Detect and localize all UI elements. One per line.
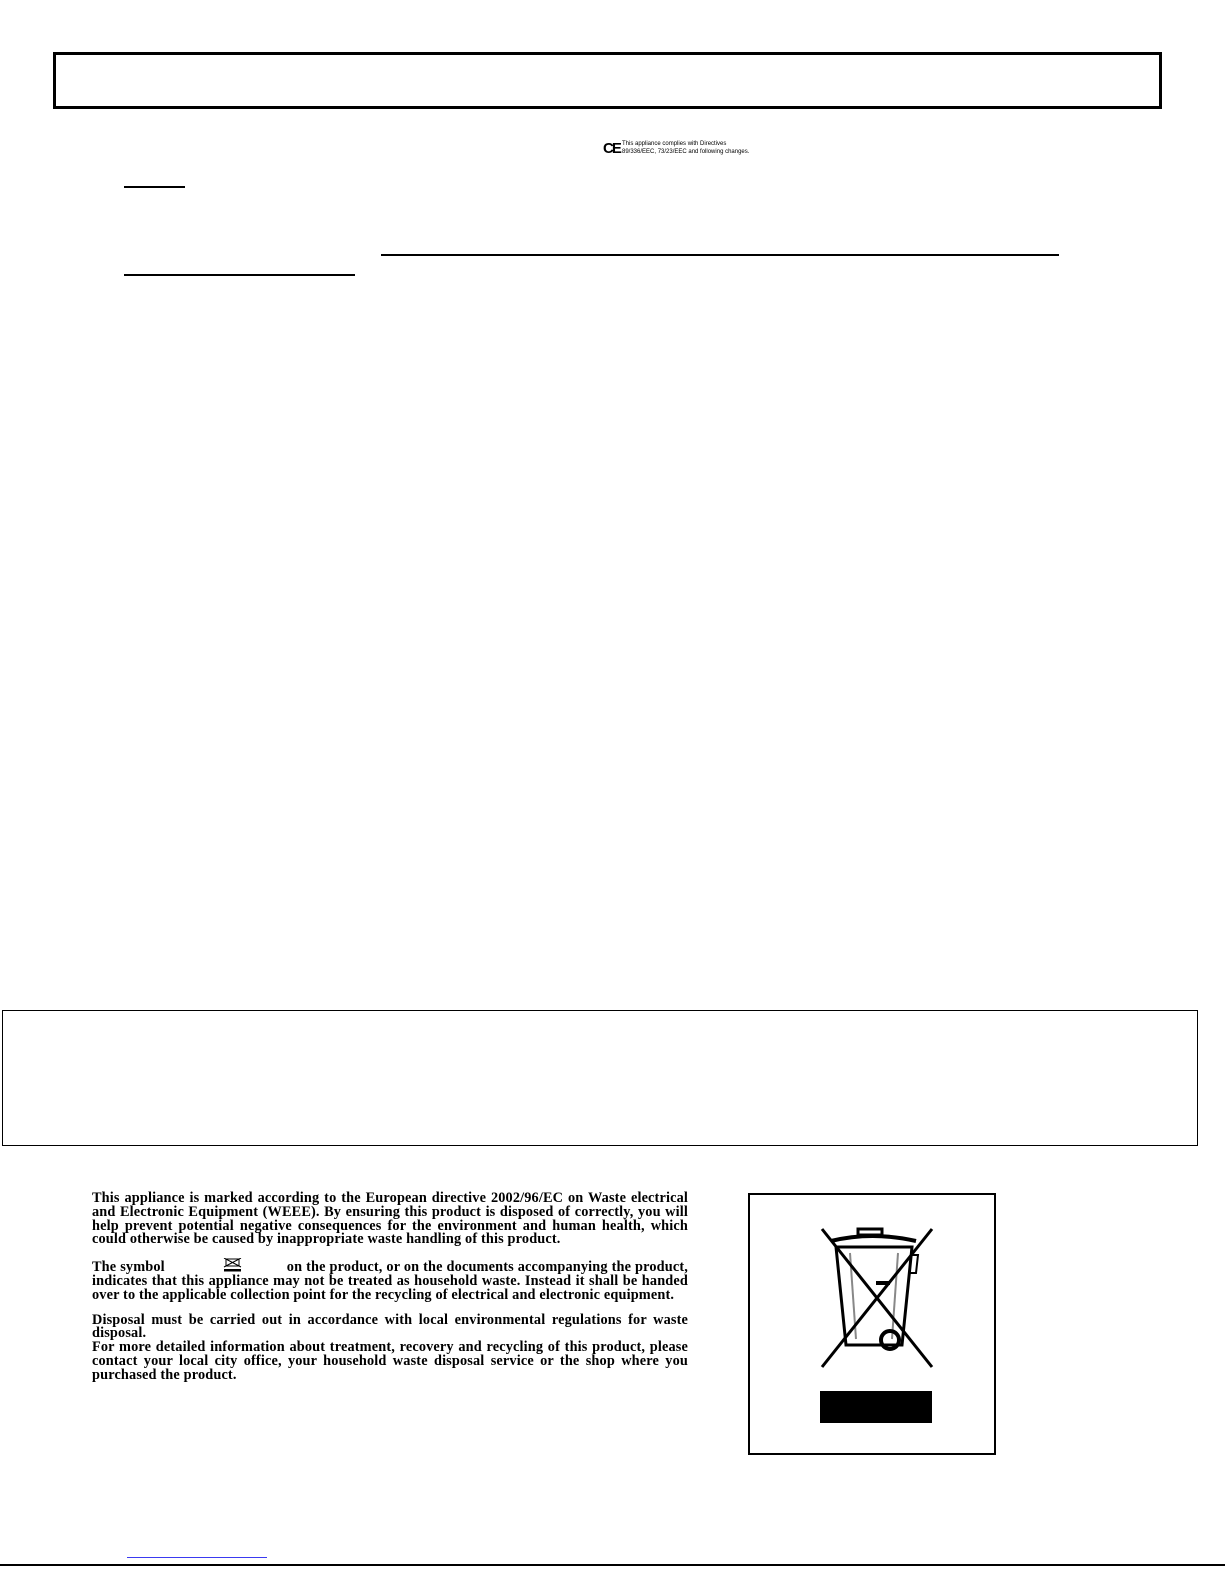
- header-box: [53, 52, 1162, 109]
- ce-compliance-text: [622, 140, 750, 156]
- crossed-out-wheelie-bin-icon: [750, 1195, 994, 1453]
- underline-rule-3: [124, 274, 355, 276]
- weee-symbol-intro: The symbol: [92, 1259, 165, 1276]
- weee-symbol-description: on the product, or on the documents accompanying the product, indicates that this appliance may not be treated as household waste. Instead it shall be handed over to the applicable collection point for the recycling of electrical and electronic equipment.: [92, 1259, 688, 1303]
- underline-rule-2: [381, 254, 1059, 256]
- weee-symbol-box: [748, 1193, 996, 1455]
- weee-paragraph-information: For more detailed information about treatment, recovery and recycling of this product, please contact your local city office, your household waste disposal service or the shop where you purchased the product.: [92, 1339, 688, 1383]
- weee-paragraph-directive: This appliance is marked according to the European directive 2002/96/EC on Waste electrical and Electronic Equipment (WEEE). By ensuring this product is disposed of correctly, you will help prevent potential negative consequences for the environment and human health, which could otherwise be caused by inappropriate waste handling of this product.: [92, 1190, 688, 1248]
- ce-compliance-line-1: This appliance complies with Directives: [622, 141, 727, 147]
- crossed-out-wheelie-bin-icon: [205, 1258, 261, 1272]
- weee-paragraph-disposal: Disposal must be carried out in accordance with local environmental regulations for waste disposal.: [92, 1311, 688, 1342]
- underline-rule-1: [124, 186, 185, 188]
- footer-link-underline: [127, 1557, 267, 1558]
- notice-box: [2, 1010, 1198, 1146]
- ce-compliance-mark: [603, 140, 750, 160]
- ce-compliance-line-2: 89/336/EEC, 73/23/EEC and following changes.: [622, 149, 750, 155]
- weee-paragraph-symbol: [92, 1258, 688, 1302]
- footer-rule: [0, 1564, 1225, 1566]
- ce-marking-icon: CE: [603, 140, 620, 157]
- weee-disposal-notice: [92, 1192, 688, 1383]
